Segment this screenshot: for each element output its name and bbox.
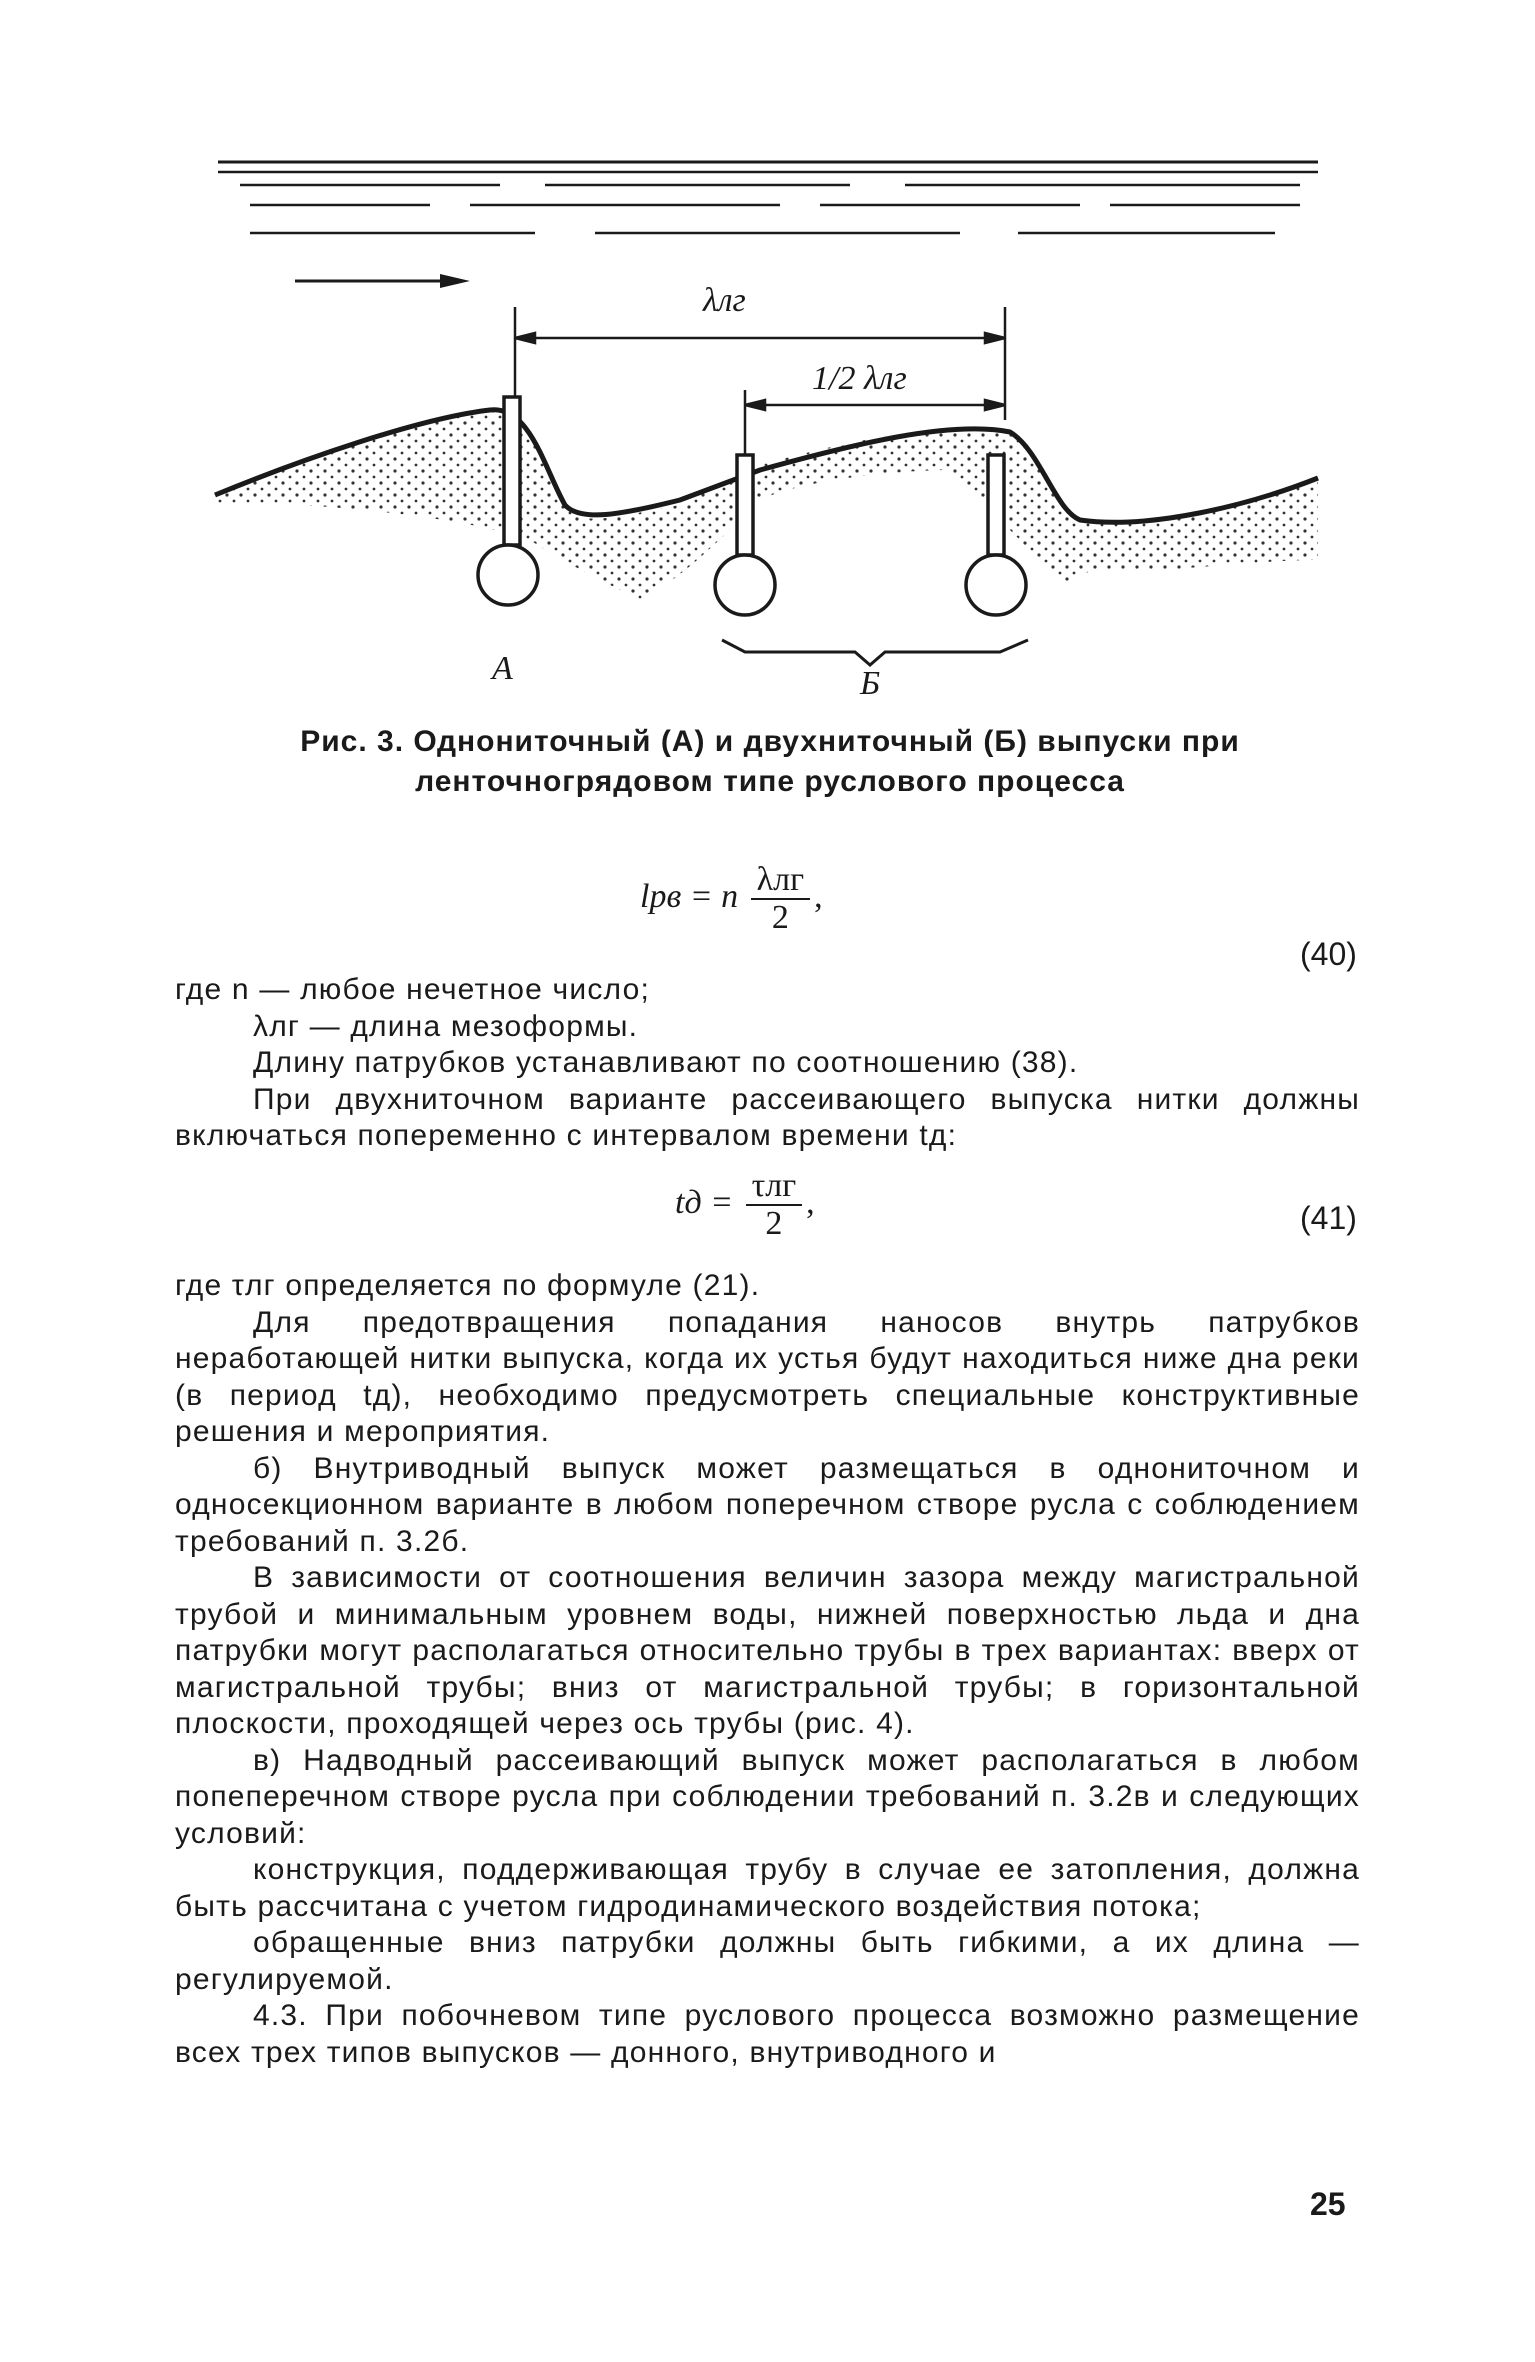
water-surface-lines	[218, 162, 1318, 233]
paragraph: конструкция, поддерживающая трубу в случае ее затопления, должна быть рассчитана с учетом гидродинамического воздействия потока;	[175, 1853, 1360, 1923]
paragraph: где τлг определяется по формуле (21).	[175, 1269, 761, 1302]
label-a: А	[492, 650, 513, 687]
text-block-2	[175, 1268, 1360, 2071]
formula-40-mid: = n	[689, 877, 739, 915]
formula-41: tд = $\frac{\text{τлг}}{2}$ ,	[675, 1167, 815, 1242]
formula-41-denominator: 2	[765, 1205, 783, 1242]
figure-3	[0, 0, 1535, 720]
paragraph: Для предотвращения попадания наносов внутрь патрубков неработающей нитки выпуска, когда их устья будут находиться ниже дна реки (в период tд), необходимо предусмотреть специальные конструктивные решения и мероприятия.	[175, 1305, 1360, 1448]
figure-caption: Рис. 3. Однониточный (А) и двухниточный (Б) выпуски при ленточногрядовом типе руслового процесса	[300, 725, 1240, 798]
paragraph: Длину патрубков устанавливают по соотношению (38).	[253, 1046, 1079, 1079]
paragraph: в) Надводный рассеивающий выпуск может располагаться в любом попеперечном створе русла при соблюдении требований п. 3.2в и следующих условий:	[175, 1743, 1360, 1850]
paragraph: 4.3. При побочневом типе руслового процесса возможно размещение всех трех типов выпусков — донного, внутриводного и	[175, 1999, 1360, 2069]
formula-41-fraction	[746, 1168, 803, 1242]
formula-40-numerator: λлг	[751, 862, 810, 900]
paragraph: λлг — длина мезоформы.	[253, 1009, 639, 1043]
label-lambda: λлг	[703, 282, 746, 319]
formula-40-denominator: 2	[771, 899, 789, 936]
formula-41-numerator: τлг	[746, 1168, 803, 1206]
label-half-lambda: 1/2 λлг	[812, 360, 907, 397]
formula-40: lрв = n $\frac{\text{λлг}}{2}$ ,	[640, 861, 823, 936]
equation-number-40: (40)	[1300, 936, 1357, 972]
equation-number-41: (41)	[1300, 1200, 1357, 1236]
paragraph: обращенные вниз патрубки должны быть гибкими, а их длина — регулируемой.	[175, 1926, 1360, 1996]
figure-3-drawing	[0, 0, 1535, 720]
page-number: 25	[1310, 2186, 1346, 2222]
paragraph: В зависимости от соотношения величин зазора между магистральной трубой и минимальным уровнем воды, нижней поверхностью льда и дна патрубки могут располагаться относительно трубы в трех вариантах: вверх от магистральной трубы; вниз от магистральной трубы; в горизонтальной плоскости, проходящей через ось трубы (рис. 4).	[175, 1561, 1360, 1740]
formula-40-fraction	[751, 862, 810, 936]
brace-b	[722, 640, 1028, 665]
formula-41-lhs: tд =	[675, 1183, 734, 1221]
flow-arrow-icon	[295, 274, 470, 288]
label-b: Б	[860, 665, 881, 702]
paragraph: б) Внутриводный выпуск может размещаться в однониточном и односекционном варианте в любом поперечном створе русла с соблюдением требований п. 3.2б.	[175, 1451, 1360, 1558]
formula-40-lhs: lрв	[640, 877, 682, 915]
text-block-1	[175, 972, 1360, 1155]
paragraph: При двухниточном варианте рассеивающего выпуска нитки должны включаться попеременно с интервалом времени tд:	[175, 1082, 1360, 1152]
paragraph: где n — любое нечетное число;	[175, 973, 651, 1006]
